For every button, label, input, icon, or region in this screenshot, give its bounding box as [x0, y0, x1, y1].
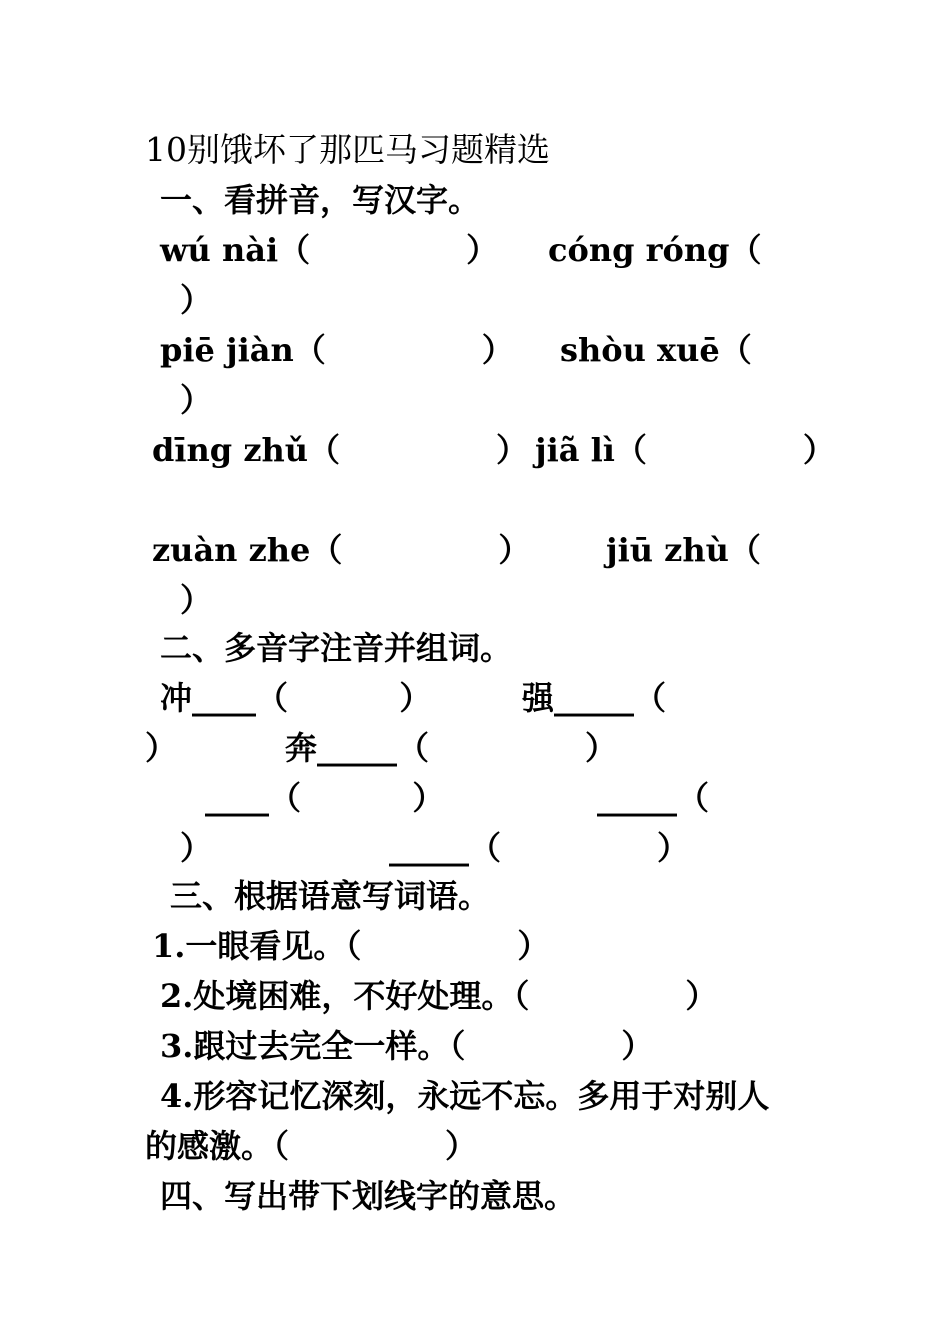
section4-heading: 四、写出带下划线字的意思。 — [160, 1177, 577, 1215]
pinyin-item: wú nài（ ） — [160, 231, 499, 269]
section2-heading: 二、多音字注音并组词。 — [160, 629, 513, 667]
question-2: 2.处境困难，不好处理。（ ） — [160, 977, 718, 1015]
polyphone-item: ____（ ） — [205, 779, 445, 817]
question-4: 4.形容记忆深刻，永远不忘。多用于对别人 — [160, 1077, 770, 1115]
pinyin-item-continuation: ） — [180, 381, 213, 419]
pinyin-item: piē jiàn（ ） — [160, 331, 514, 369]
section1-heading: 一、看拼音，写汉字。 — [160, 181, 481, 219]
section3-heading: 三、根据语意写词语。 — [170, 877, 491, 915]
polyphone-item: 强_____（ — [522, 679, 667, 717]
pinyin-item: shòu xuē（ — [560, 331, 752, 369]
pinyin-item: cóng róng（ — [548, 231, 762, 269]
question-1: 1.一眼看见。（ ） — [152, 927, 550, 965]
polyphone-item: _____（ — [597, 779, 710, 817]
pinyin-item-continuation: ） — [180, 581, 213, 619]
question-4-continuation: 的感激。（ ） — [145, 1127, 477, 1165]
pinyin-item: dīng zhǔ（ ） — [152, 431, 528, 469]
pinyin-item: zuàn zhe（ ） — [152, 531, 531, 569]
polyphone-item-continuation: ） — [180, 829, 213, 867]
polyphone-item: 冲____（ ） — [160, 679, 432, 717]
pinyin-item: jiã lì（ ） — [535, 431, 835, 469]
polyphone-item-continuation: ） — [145, 729, 178, 767]
polyphone-item: _____（ ） — [389, 829, 689, 867]
question-3: 3.跟过去完全一样。（ ） — [160, 1027, 654, 1065]
pinyin-item: jiū zhù（ — [606, 531, 761, 569]
worksheet-title: 10别饿坏了那匹马习题精选 — [145, 130, 550, 169]
pinyin-item-continuation: ） — [180, 281, 213, 319]
polyphone-item: 奔_____（ ） — [285, 729, 617, 767]
